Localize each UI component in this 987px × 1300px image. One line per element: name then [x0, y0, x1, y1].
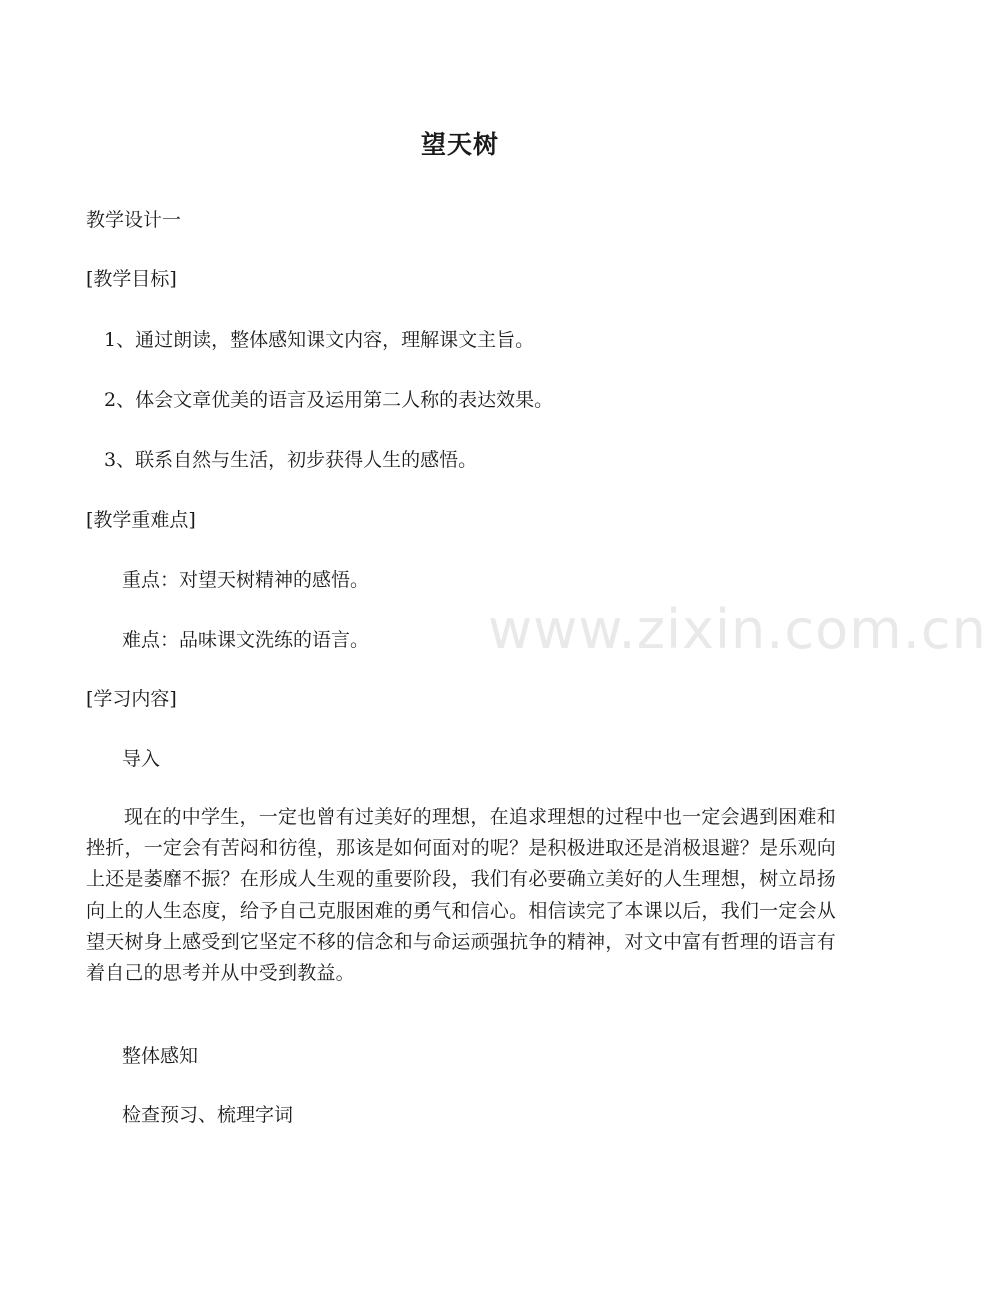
watermark: www.zixin.com.cn [488, 598, 987, 661]
intro-heading: 导入 [122, 748, 161, 770]
intro-paragraph: 现在的中学生，一定也曾有过美好的理想，在追求理想的过程中也一定会遇到困难和挫折，一定会有苦闷和彷徨，那该是如何面对的呢？是积极进取还是消极退避？是乐观向上还是萎靡不振？在形成人生观的重要阶段，我们有必要确立美好的人生理想，树立昂扬向上的人生态度，给予自己克服困难的勇气和信心。相信读完了本课以后，我们一定会从望天树身上感受到它坚定不移的信念和与命运顽强抗争的精神，对文中富有哲理的语言有着自己的思考并从中受到教益。 [86, 806, 836, 985]
design-heading: 教学设计一 [86, 209, 182, 231]
overall-heading: 整体感知 [122, 1045, 199, 1067]
content-heading: [学习内容] [86, 688, 177, 710]
key-points-heading: [教学重难点] [86, 509, 196, 531]
goal-item-3: 3、联系自然与生活，初步获得人生的感悟。 [104, 449, 478, 471]
difficult-point: 难点：品味课文洗练的语言。 [122, 629, 370, 651]
key-point: 重点：对望天树精神的感悟。 [122, 569, 370, 591]
document-title: 望天树 [420, 130, 499, 159]
goal-item-2: 2、体会文章优美的语言及运用第二人称的表达效果。 [104, 389, 554, 411]
preview-heading: 检查预习、梳理字词 [122, 1104, 294, 1126]
goal-item-1: 1、通过朗读，整体感知课文内容，理解课文主旨。 [104, 329, 535, 351]
goals-heading: [教学目标] [86, 268, 177, 290]
